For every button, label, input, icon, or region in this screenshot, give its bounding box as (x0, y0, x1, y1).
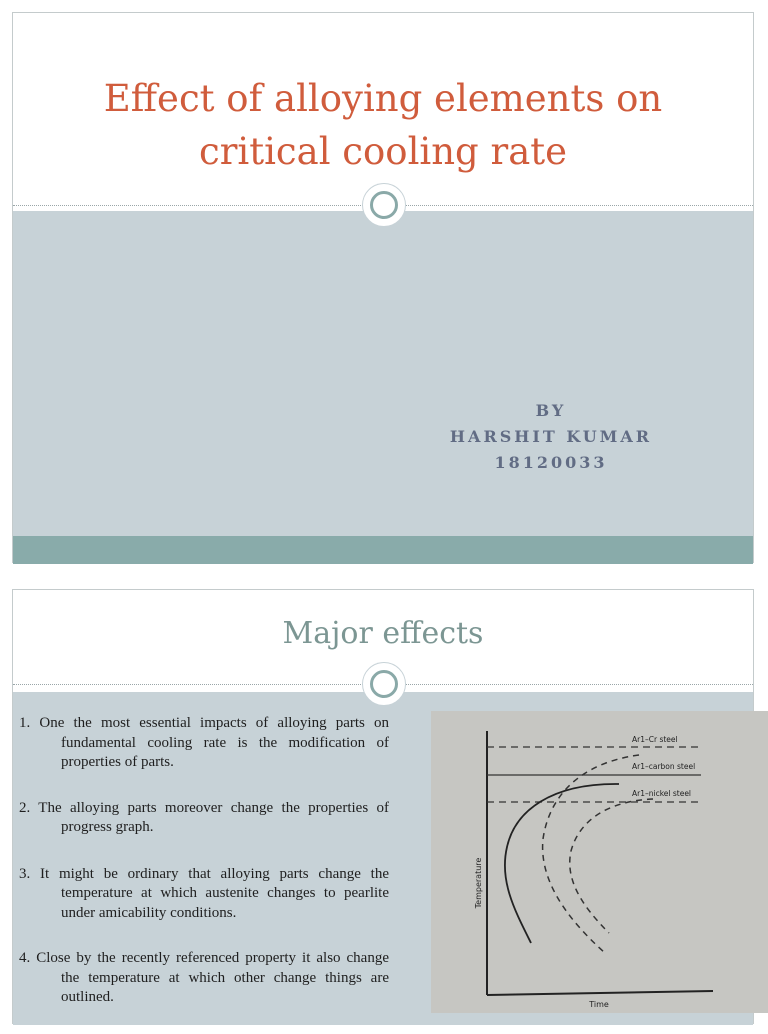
y-axis-label: Temperature (474, 857, 483, 909)
ring-ornament-icon (363, 663, 405, 705)
footer-bar (13, 536, 753, 564)
cooling-curve-figure (431, 711, 768, 1013)
title-line-1: Effect of alloying elements on (103, 77, 663, 120)
title-slide (12, 12, 754, 563)
list-item: 4. Close by the recently referenced property it also change the temperature at which other change things are outlined. (19, 950, 389, 1005)
content-slide (12, 589, 754, 1024)
byline (441, 398, 661, 476)
slide-title (63, 42, 703, 178)
slide-title: Major effects (282, 616, 484, 651)
title-area (13, 13, 753, 207)
line-label: Ar1–Cr steel (632, 735, 678, 744)
ring-ornament-icon (363, 184, 405, 226)
roll-number: 18120033 (494, 453, 608, 472)
title-line-2: critical cooling rate (198, 130, 568, 173)
author-name: HARSHIT KUMAR (449, 427, 653, 446)
cooling-curve-diagram (431, 711, 768, 1013)
by-label: BY (535, 401, 567, 420)
list-item: 1. One the most essential impacts of alloying parts on fundamental cooling rate is the modification of properties of parts. (19, 715, 389, 770)
list-item: 2. The alloying parts moreover change the properties of progress graph. (19, 799, 389, 835)
bullet-list (19, 714, 389, 1034)
subtitle-panel (13, 211, 753, 536)
line-label: Ar1–nickel steel (632, 789, 692, 798)
x-axis-label: Time (589, 1000, 609, 1009)
list-item: 3. It might be ordinary that alloying parts change the temperature at which austenite changes to pearlite under amicability conditions. (19, 865, 389, 921)
line-label: Ar1–carbon steel (632, 762, 696, 771)
